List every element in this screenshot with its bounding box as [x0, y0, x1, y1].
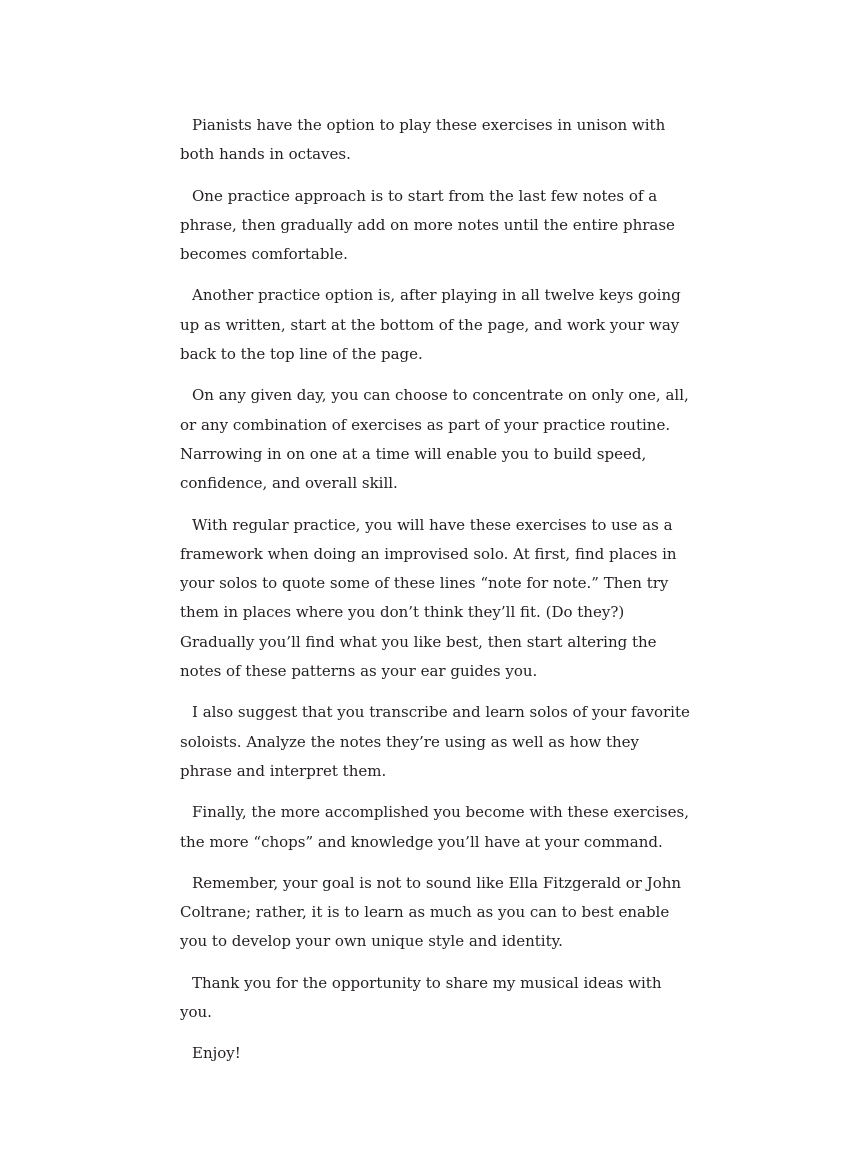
paragraph-given-day: On any given day, you can choose to concentrate on only one, all, or any combination of exercises as part of your practice routine. Narrowing in on one at a time will enable you to build speed, confidence, and overall skill. [180, 386, 689, 493]
paragraph-transcribe-solos: I also suggest that you transcribe and learn solos of your favorite soloists. Analyze the notes they’re using as well as how they phrase and interpret them. [180, 703, 690, 780]
paragraph-chops: Finally, the more accomplished you become with these exercises, the more “chops” and knowledge you’ll have at your command. [180, 803, 689, 851]
paragraph-practice-approach: One practice approach is to start from the last few notes of a phrase, then gradually add on more notes until the entire phrase becomes comfortable. [180, 186, 675, 264]
paragraph-pianists-octaves: Pianists have the option to play these exercises in unison with both hands in octaves. [180, 116, 666, 164]
paragraph-regular-practice: With regular practice, you will have these exercises to use as a framework when doing an improvised solo. At first, find places in your solos to quote some of these lines “note for note.” Then try them in places where you don’t think they’ll fit. (Do they?) Gradually you’ll find what you like best, then start altering the notes of these patterns as your ear guides you. [180, 515, 677, 681]
paragraph-thank-you: Thank you for the opportunity to share my musical ideas with you. [180, 973, 662, 1022]
paragraph-practice-option: Another practice option is, after playing in all twelve keys going up as written, start at the bottom of the page, and work your way back to the top line of the page. [180, 286, 681, 364]
paragraph-enjoy: Enjoy! [192, 1044, 241, 1063]
page-body [180, 111, 690, 1081]
paragraph-goal: Remember, your goal is not to sound like Ella Fitzgerald or John Coltrane; rather, it is to learn as much as you can to best enable you to develop your own unique style and identity. [180, 873, 682, 951]
